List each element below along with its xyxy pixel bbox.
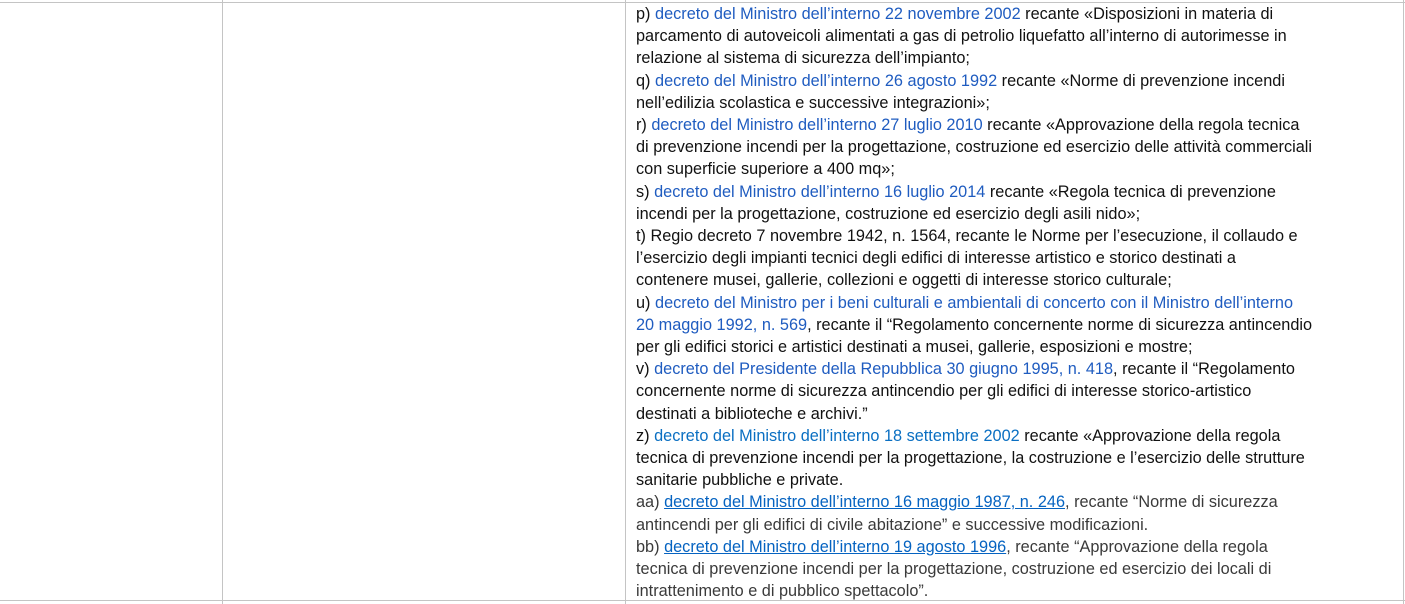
text-line <box>636 158 1401 180</box>
text-segment: , recante “Norme di sicurezza <box>1065 493 1278 512</box>
list-item <box>636 491 1401 535</box>
table-column-border <box>625 0 626 604</box>
text-line <box>636 70 1401 92</box>
text-segment: nell’edilizia scolastica e successive integrazioni»; <box>636 93 990 112</box>
text-line <box>636 580 1401 602</box>
decree-link[interactable]: decreto del Ministro dell’interno 18 settembre 2002 <box>654 426 1020 445</box>
text-line <box>636 3 1401 25</box>
text-line <box>636 247 1401 269</box>
text-segment: z) <box>636 426 655 445</box>
list-item <box>636 225 1401 292</box>
text-segment: recante «Disposizioni in materia di <box>1020 5 1274 23</box>
decree-link[interactable]: decreto del Ministro dell’interno 22 novembre 2002 <box>655 5 1021 23</box>
text-segment: p) <box>636 5 656 23</box>
text-line <box>636 336 1401 358</box>
list-item <box>636 181 1401 225</box>
text-segment: recante «Approvazione della regola <box>1019 426 1281 445</box>
regulations-list-cell <box>636 3 1401 602</box>
text-segment: per gli edifici storici e artistici destinati a musei, gallerie, esposizioni e mostre; <box>636 338 1193 357</box>
text-segment: , recante il “Regolamento <box>1113 360 1295 379</box>
text-line <box>636 469 1401 491</box>
list-item <box>636 358 1401 425</box>
list-item <box>636 292 1401 359</box>
list-item <box>636 425 1401 492</box>
text-segment: tecnica di prevenzione incendi per la progettazione, costruzione ed esercizio dei locali di <box>636 560 1272 579</box>
text-line <box>636 47 1401 69</box>
text-line <box>636 181 1401 203</box>
text-line <box>636 447 1401 469</box>
text-line <box>636 225 1401 247</box>
text-line <box>636 314 1401 336</box>
text-line <box>636 92 1401 114</box>
text-segment: , recante “Approvazione della regola <box>1006 537 1268 556</box>
text-segment: aa) <box>636 493 665 512</box>
text-segment: l’esercizio degli impianti tecnici degli edifici di interesse artistico e storico destinati a <box>636 249 1236 268</box>
text-line <box>636 114 1401 136</box>
text-segment: sanitarie pubbliche e private. <box>636 471 844 490</box>
text-segment: incendi per la progettazione, costruzione ed esercizio degli asili nido»; <box>636 204 1141 223</box>
text-line <box>636 403 1401 425</box>
decree-link[interactable]: decreto del Ministro per i beni culturali e ambientali di concerto con il Ministro dell’interno <box>655 293 1294 312</box>
text-segment: relazione al sistema di sicurezza dell’impianto; <box>636 49 970 68</box>
list-item <box>636 70 1401 114</box>
text-line <box>636 292 1401 314</box>
text-line <box>636 514 1401 536</box>
table-cell-empty-2 <box>223 3 625 600</box>
text-line <box>636 203 1401 225</box>
text-segment: recante «Regola tecnica di prevenzione <box>985 182 1276 201</box>
text-segment: con superficie superiore a 400 mq»; <box>636 160 895 179</box>
text-line <box>636 380 1401 402</box>
decree-link[interactable]: decreto del Ministro dell’interno 16 luglio 2014 <box>654 182 986 201</box>
text-segment: concernente norme di sicurezza antincendio per gli edifici di interesse storico-artistico <box>636 382 1252 401</box>
text-segment: q) <box>636 71 656 90</box>
text-line <box>636 25 1401 47</box>
decree-link[interactable]: decreto del Ministro dell’interno 19 agosto 1996 <box>664 537 1007 556</box>
text-line <box>636 536 1401 558</box>
decree-link[interactable]: decreto del Ministro dell’interno 26 agosto 1992 <box>655 71 998 90</box>
decree-link[interactable]: decreto del Ministro dell’interno 16 maggio 1987, n. 246 <box>664 493 1066 512</box>
text-segment: antincendi per gli edifici di civile abitazione” e successive modificazioni. <box>636 515 1149 534</box>
text-segment: bb) <box>636 537 665 556</box>
table-cell-empty-1 <box>0 3 222 600</box>
text-segment: r) <box>636 116 652 135</box>
text-line <box>636 425 1401 447</box>
decree-link[interactable]: decreto del Ministro dell’interno 27 luglio 2010 <box>651 116 983 135</box>
text-segment: , recante il “Regolamento concernente norme di sicurezza antincendio <box>807 315 1313 334</box>
list-item <box>636 3 1401 70</box>
text-segment: destinati a biblioteche e archivi.” <box>636 404 868 423</box>
text-line <box>636 358 1401 380</box>
list-item <box>636 114 1401 181</box>
text-segment: s) <box>636 182 655 201</box>
text-line <box>636 558 1401 580</box>
decree-link[interactable]: 20 maggio 1992, n. 569 <box>636 315 808 334</box>
text-line <box>636 491 1401 513</box>
text-line <box>636 269 1401 291</box>
list-item <box>636 536 1401 603</box>
text-segment: recante «Approvazione della regola tecnica <box>982 116 1300 135</box>
text-segment: u) <box>636 293 656 312</box>
decree-link[interactable]: decreto del Presidente della Repubblica 30 giugno 1995, n. 418 <box>654 360 1114 379</box>
text-line <box>636 136 1401 158</box>
text-segment: intrattenimento e di pubblico spettacolo”. <box>636 582 929 601</box>
text-segment: t) Regio decreto 7 novembre 1942, n. 1564, recante le Norme per l’esecuzione, il collaudo e <box>636 227 1298 246</box>
text-segment: recante «Norme di prevenzione incendi <box>997 71 1285 90</box>
table-column-border <box>1403 0 1404 604</box>
text-segment: tecnica di prevenzione incendi per la progettazione, la costruzione e l’esercizio delle strutture <box>636 449 1305 468</box>
text-segment: v) <box>636 360 655 379</box>
text-segment: di prevenzione incendi per la progettazione, costruzione ed esercizio delle attività commerciali <box>636 138 1313 157</box>
text-segment: contenere musei, gallerie, collezioni e oggetti di interesse storico culturale; <box>636 271 1172 290</box>
text-segment: parcamento di autoveicoli alimentati a gas di petrolio liquefatto all’interno di autorimesse in <box>636 27 1287 46</box>
